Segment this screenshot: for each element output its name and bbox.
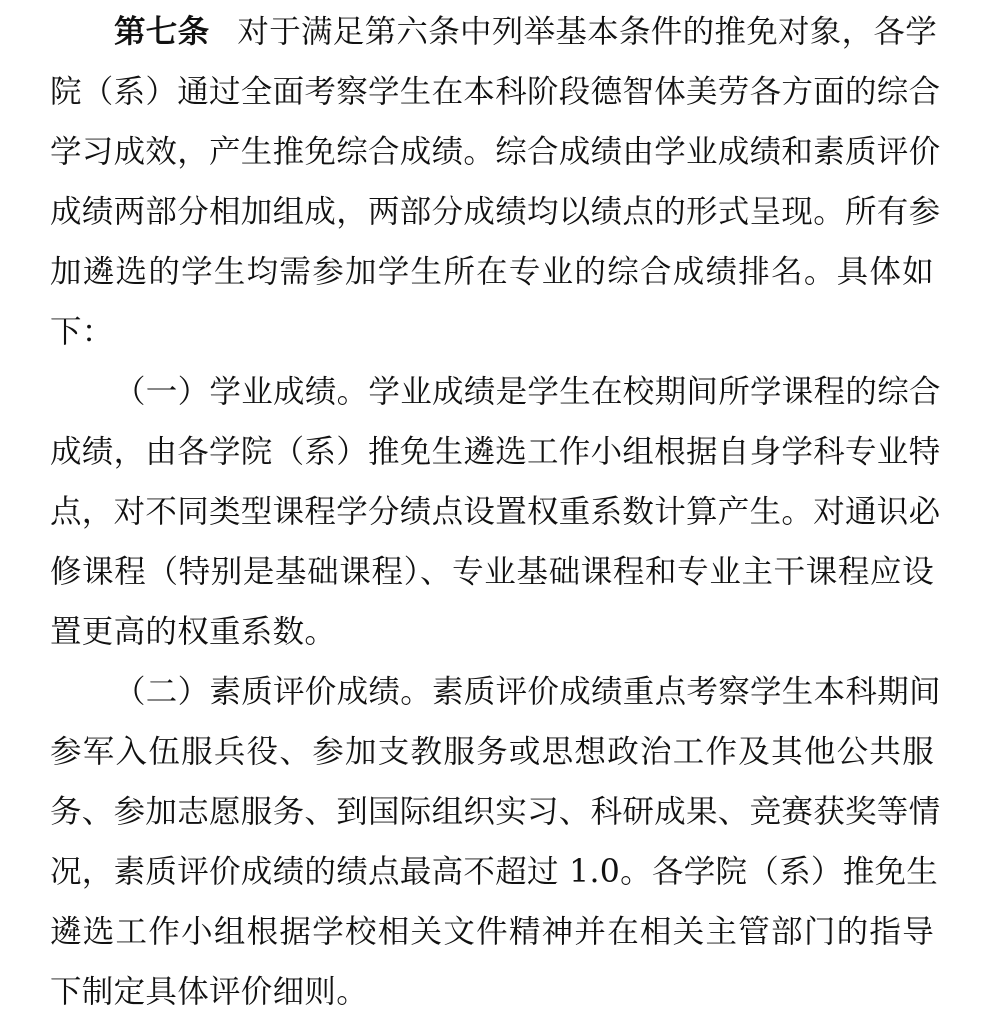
paragraph-3-line-6: 下制定具体评价细则。	[50, 974, 369, 1010]
text-line: （一）学业成绩。学业成绩是学生在校期间所学课程的综合	[114, 374, 941, 410]
article-heading: 第七条	[114, 14, 210, 50]
paragraph-3-line-3: 务、参加志愿服务、到国际组织实习、科研成果、竞赛获奖等情	[50, 794, 941, 830]
paragraph-3-line-5: 遴选工作小组根据学校相关文件精神并在相关主管部门的指导	[50, 914, 934, 950]
paragraph-2-line-2: 成绩，由各学院（系）推免生遴选工作小组根据自身学科专业特	[50, 434, 941, 470]
paragraph-2-line-4: 修课程（特别是基础课程）、专业基础课程和专业主干课程应设	[50, 554, 934, 590]
paragraph-2-line-1	[50, 362, 941, 422]
text-line: （二）素质评价成绩。素质评价成绩重点考察学生本科期间	[114, 674, 941, 710]
paragraph-1-line-3: 学习成效，产生推免综合成绩。综合成绩由学业成绩和素质评价	[50, 134, 941, 170]
paragraph-1-line-2: 院（系）通过全面考察学生在本科阶段德智体美劳各方面的综合	[50, 74, 941, 110]
paragraph-1-line-6: 下：	[50, 314, 114, 350]
text-line: 对于满足第六条中列举基本条件的推免对象，各学	[237, 14, 938, 50]
paragraph-3-line-1	[50, 662, 941, 722]
paragraph-1-line-4: 成绩两部分相加组成，两部分成绩均以绩点的形式呈现。所有参	[50, 194, 941, 230]
paragraph-3-line-4: 况，素质评价成绩的绩点最高不超过 1.0。各学院（系）推免生	[50, 854, 939, 890]
paragraph-1-line-5: 加遴选的学生均需参加学生所在专业的综合成绩排名。具体如	[50, 254, 934, 290]
paragraph-2-line-3: 点，对不同类型课程学分绩点设置权重系数计算产生。对通识必	[50, 494, 941, 530]
paragraph-2-line-5: 置更高的权重系数。	[50, 614, 337, 650]
paragraph-3-line-2: 参军入伍服兵役、参加支教服务或思想政治工作及其他公共服	[50, 734, 934, 770]
paragraph-1-line-1	[50, 2, 938, 62]
